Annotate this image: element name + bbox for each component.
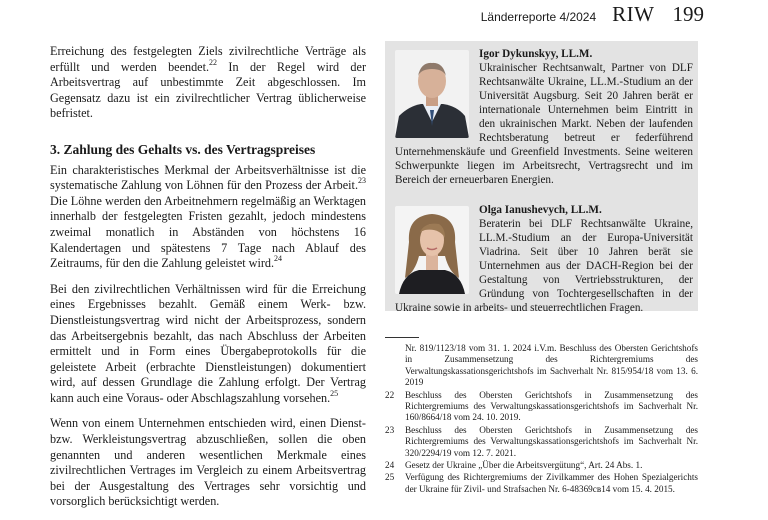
footnote-number: 24 bbox=[385, 460, 395, 471]
footnote-number: 23 bbox=[385, 424, 395, 435]
footnote-text: Beschluss des Obersten Gerichtshofs in Zusammensetzung des Richtergremiums des Verwaltungskassationsgerichtshofs im Sachverhalt Nr. 320/2294/19 vom 12. 7. 2021. bbox=[405, 424, 698, 458]
footnote bbox=[385, 343, 698, 389]
paragraph bbox=[50, 416, 366, 510]
footnote-text: Beschluss des Obersten Gerichtshofs in Zusammensetzung des Richtergremiums des Verwaltungskassationsgerichtshofs im Sachverhalt Nr. 160/8664/18 vom 24. 10. 2019. bbox=[405, 389, 698, 423]
footnote bbox=[385, 425, 698, 459]
paragraph bbox=[50, 44, 366, 122]
main-text-column bbox=[50, 44, 366, 520]
paragraph-text: Die Löhne werden den Arbeitnehmern regelmäßig an Werktagen innerhalb der festgelegten Fristen gezahlt, jedoch mindestens zweimal monatlich in Abständen von höchstens 16 Kalendertagen und spätestens 7 Tage nach Ablauf des Zeitraums, für den die Zahlung geleistet wird. bbox=[50, 193, 366, 271]
footnote-ref: 24 bbox=[274, 254, 283, 264]
paragraph bbox=[50, 282, 366, 407]
author-description: Ukrainischer Rechtsanwalt, Partner von DLF Rechtsanwälte Ukraine, LL.M.-Studium an der Universität Augsburg. Seit 20 Jahren berät er internationale Unternehmen beim Eintritt in den ukrainischen Markt. Neben der laufenden Rechtsberatung betreut er federführend Unternehmenskäufe und Greenfield Investments. Seine weiteren Schwerpunkte liegen im Arbeitsrecht, Vertragsrecht und im Bereich der erneuerbaren Energien. bbox=[395, 62, 693, 186]
footnote bbox=[385, 472, 698, 495]
author-photo-female bbox=[395, 206, 469, 294]
page-number: 199 bbox=[672, 2, 704, 26]
paragraph-text: In der Regel wird der Arbeitsvertrag auf unbestimmte Zeit abgeschlossen. Im Gegensatz dazu ist ein zivilrechtlicher Vertrag üblicherweise befristet. bbox=[50, 59, 366, 121]
author-photo-male bbox=[395, 50, 469, 138]
paragraph-text: Bei den zivilrechtlichen Verhältnissen wird für die Erreichung eines Ergebnisses bezahlt. Gemäß einem Werk- bzw. Dienstleistungsvertrag wird nicht der Arbeitsprozess, sondern das Arbeitsergebnis bezahlt, das nach Abschluss der Arbeiten ermittelt und in Form eines Übergabeprotokolls für die geleistete Arbeit (erbrachte Dienstleistungen) dokumentiert wird, auf dessen Grundlage die Zahlung erfolgt. Der Vertrag kann auch eine Voraus- oder Abschlagszahlung vorsehen. bbox=[50, 281, 366, 405]
footnote-text: Nr. 819/1123/18 vom 31. 1. 2024 i.V.m. Beschluss des Obersten Gerichtshofs in Zusammensetzung des Richtergremiums des Verwaltungskassationsgerichtshofs im Sachverhalt Nr. 815/954/18 vom 13. 6. 2019 bbox=[405, 343, 698, 388]
footnote-number bbox=[385, 343, 405, 389]
running-header bbox=[481, 2, 704, 27]
paragraph bbox=[50, 163, 366, 272]
footnote-text: Verfügung des Richtergremiums der Zivilkammer des Hohen Spezialgerichts der Ukraine für Zivil- und Strafsachen Nr. 6-48369св14 vom 15. 4. 2015. bbox=[405, 472, 698, 494]
footnote-text: Gesetz der Ukraine „Über die Arbeitsvergütung“, Art. 24 Abs. 1. bbox=[405, 460, 643, 471]
paragraph-text: Wenn von einem Unternehmen entschieden wird, einen Dienst- bzw. Werkleistungsvertrag abzuschließen, sollen die oben genannten und anderen wesentlichen Merkmale eines zivilrechtlichen Vertrages im Vergleich zu einem Arbeitsvertrag bei der Ausgestaltung des Vertrages sehr vorsichtig und vorsorglich berücksichtigt werden. bbox=[50, 416, 366, 509]
footnote-ref: 22 bbox=[209, 57, 218, 67]
paragraph-text: Ein charakteristisches Merkmal der Arbeitsverhältnisse ist die systematische Zahlung von Löhnen für den Prozess der Arbeit. bbox=[50, 162, 366, 193]
footnote-divider bbox=[385, 337, 419, 338]
author-name: Olga Ianushevych, LL.M. bbox=[479, 204, 602, 216]
author-description: Beraterin bei DLF Rechtsanwälte Ukraine, LL.M.-Studium an der Europa-Universität Viadrina. Seit über 10 Jahren berät sie Unternehmen aus der DACH-Region bei der Gestaltung von Vertriebsstrukturen, der Gründung von Tochtergesellschaften in der Ukraine sowie in arbeits- und steuerrechtlichen Fragen. bbox=[395, 218, 693, 314]
footnote-number: 25 bbox=[385, 472, 395, 483]
footnote bbox=[385, 390, 698, 424]
footnote bbox=[385, 460, 698, 471]
footnote-ref: 23 bbox=[358, 176, 366, 186]
footnote-number: 22 bbox=[385, 389, 395, 400]
footnotes bbox=[385, 343, 698, 496]
author-name: Igor Dykunskyy, LL.M. bbox=[479, 48, 593, 60]
author-bio-2 bbox=[395, 203, 693, 315]
section-heading: 3. Zahlung des Gehalts vs. des Vertragspreises bbox=[50, 141, 316, 157]
author-bio-1 bbox=[395, 47, 693, 187]
paragraph-text: Erreichung des festgelegten Ziels zivilrechtliche Verträge als erfüllt und werden beendet. bbox=[50, 44, 366, 74]
journal-name: RIW bbox=[612, 2, 655, 26]
footnote-ref: 25 bbox=[330, 388, 339, 398]
section-label: Länderreporte 4/2024 bbox=[480, 10, 597, 24]
